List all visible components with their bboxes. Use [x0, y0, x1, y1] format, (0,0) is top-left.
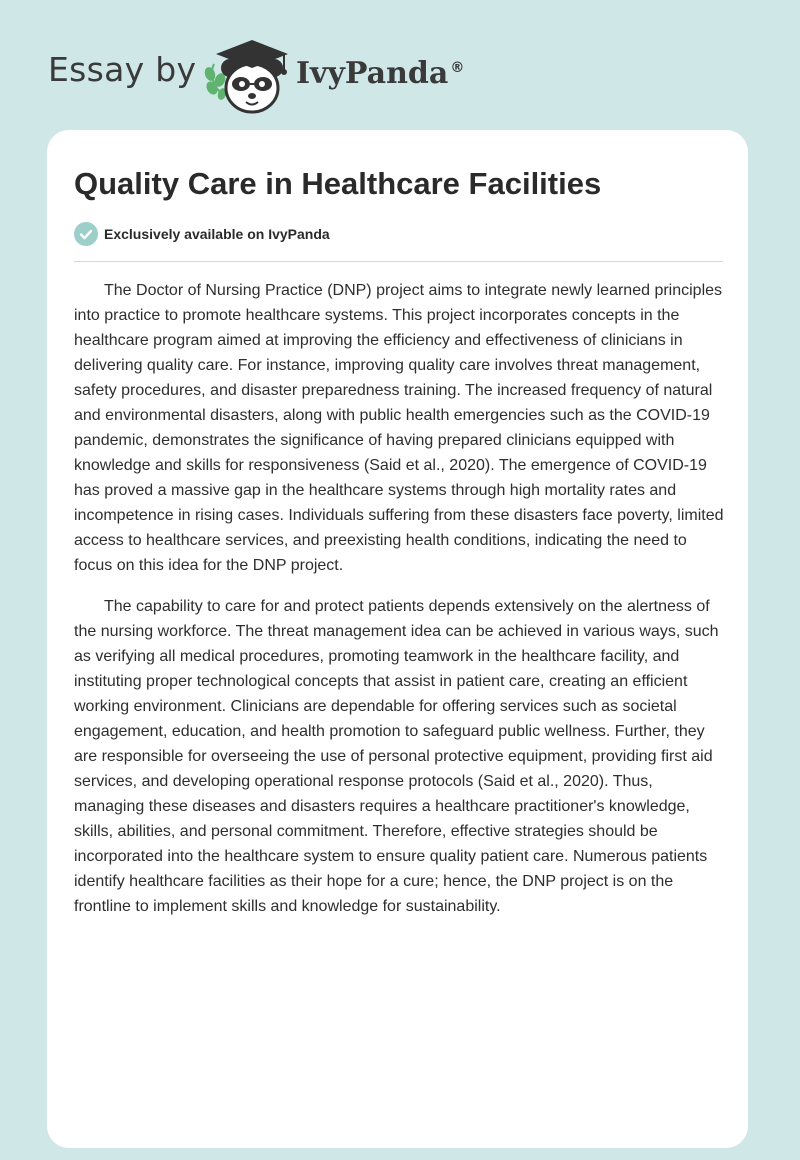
brand-header [48, 28, 528, 118]
essay-card [47, 130, 748, 1148]
paragraph-1: The Doctor of Nursing Practice (DNP) project aims to integrate newly learned principles into practice to promote healthcare systems. This project incorporates concepts in the healthcare program aimed at improving the efficiency and effectiveness of clinicians in delivering quality care. For instance, improving quality care involves threat management, safety procedures, and disaster preparedness training. The increased frequency of natural and environmental disasters, along with public health emergencies such as the COVID-19 pandemic, demonstrates the significance of having prepared clinicians equipped with knowledge and skills for responsiveness (Said et al., 2020). The emergence of COVID-19 has proved a massive gap in the healthcare systems through high mortality rates and incompetence in rising cases. Individuals suffering from these disasters face poverty, limited access to healthcare services, and preexisting health conditions, indicating the need to focus on this idea for the DNP project. [74, 282, 724, 574]
brand-prefix: Essay by [48, 50, 197, 89]
check-icon [74, 222, 98, 246]
exclusive-badge [74, 222, 330, 246]
brand-name[interactable]: IvyPanda ® [296, 56, 465, 91]
exclusive-badge-label: Exclusively available on IvyPanda [104, 226, 330, 242]
essay-body [74, 278, 724, 935]
panda-graduate-icon[interactable] [200, 34, 296, 118]
paragraph-2: The capability to care for and protect patients depends extensively on the alertness of the nursing workforce. The threat management idea can be achieved in various ways, such as verifying all medical procedures, promoting teamwork in the healthcare facility, and instituting proper technological concepts that assist in patient care, creating an efficient working environment. Clinicians are dependable for offering services such as societal engagement, education, and health promotion to safeguard public wellness. Further, they are responsible for overseeing the use of personal protective equipment, providing first aid services, and developing operational response protocols (Said et al., 2020). Thus, managing these diseases and disasters requires a healthcare practitioner's knowledge, skills, abilities, and personal commitment. Therefore, effective strategies should be incorporated into the healthcare system to ensure quality patient care. Numerous patients identify healthcare facilities as their hope for a cure; hence, the DNP project is on the frontline to implement skills and knowledge for sustainability. [74, 598, 719, 915]
divider [74, 261, 723, 262]
registered-mark: ® [450, 60, 465, 76]
page-title: Quality Care in Healthcare Facilities [74, 166, 602, 201]
